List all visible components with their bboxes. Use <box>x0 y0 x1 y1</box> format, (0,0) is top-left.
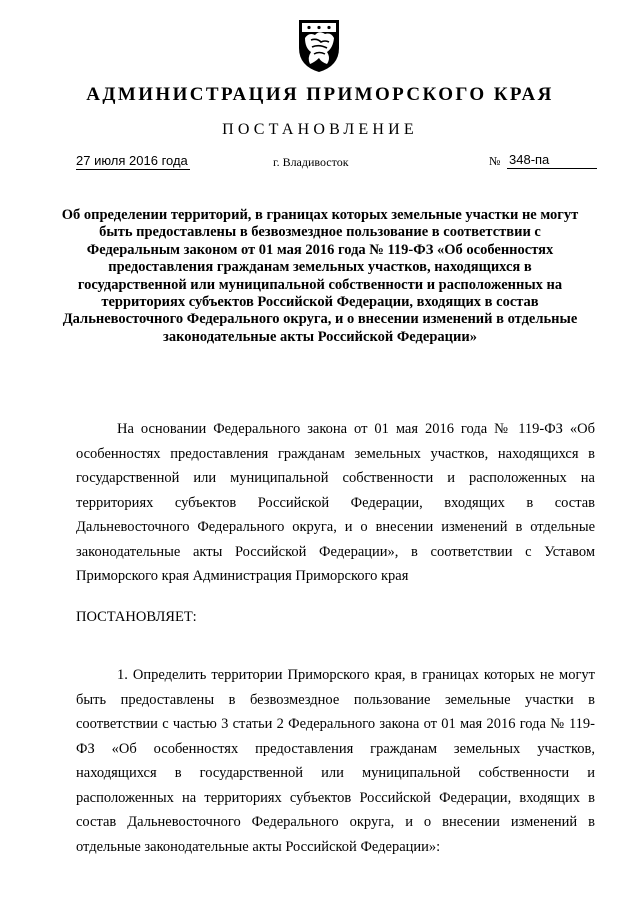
organization-name: АДМИНИСТРАЦИЯ ПРИМОРСКОГО КРАЯ <box>86 84 554 105</box>
document-number-label: № <box>489 154 501 168</box>
document-number: 348-па <box>507 152 597 169</box>
decree-heading: ПОСТАНОВЛЯЕТ: <box>76 609 197 625</box>
item-1-paragraph: 1. Определить территории Приморского края, в границах которых не могут быть предоставлены в безвозмездное пользование земельные участки в соответствии с частью 3 статьи 2 Федерального закона от 01 мая 2016 года № 119-ФЗ «Об особенностях предоставления гражданам земельных участков, находящихся в государственной или муниципальной собственности и расположенных на территориях субъектов Российской Федерации, входящих в состав Дальневосточного Федерального округа, и о внесении изменений в отдельные законодательные акты Российской Федерации»: <box>76 667 595 855</box>
document-date: 27 июля 2016 года <box>76 153 190 170</box>
document-type: ПОСТАНОВЛЕНИЕ <box>222 121 418 138</box>
document-title: Об определении территорий, в границах которых земельные участки не могут быть предоставлены в безвозмездное пользование в соответствии с Федеральным законом от 01 мая 2016 года № 119-ФЗ «Об особенностях предоставления гражданам земельных участков, находящихся в государственной или муниципальной собственности и расположенных на территориях субъектов Российской Федерации, входящих в состав Дальневосточного Федерального округа, и о внесении изменений в отдельные законодательные акты Российской Федерации» <box>61 207 579 345</box>
document-city: г. Владивосток <box>273 155 349 169</box>
primorye-coat-of-arms-icon <box>297 18 341 74</box>
preamble-paragraph: На основании Федерального закона от 01 мая 2016 года № 119-ФЗ «Об особенностях предоставления гражданам земельных участков, находящихся в государственной или муниципальной собственности и расположенных на территориях субъектов Российской Федерации, входящих в состав Дальневосточного Федерального округа, и о внесении изменений в отдельные законодательные акты Российской Федерации», в соответствии с Уставом Приморского края Администрация Приморского края <box>76 421 595 584</box>
